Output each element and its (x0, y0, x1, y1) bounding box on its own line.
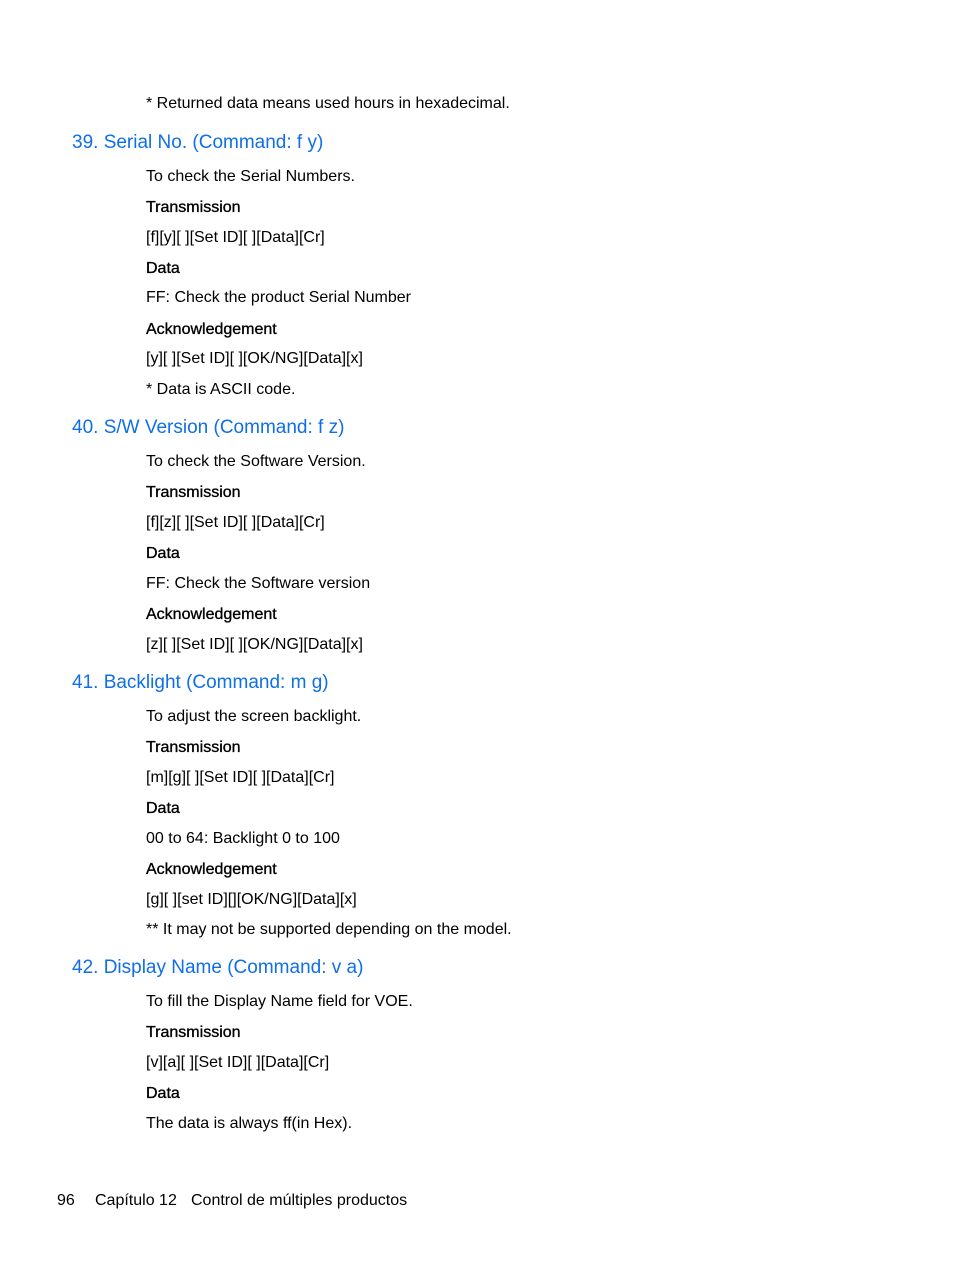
transmission-label: Transmission (146, 199, 241, 216)
data-value: FF: Check the Software version (146, 575, 371, 592)
ack-value: [z][ ][Set ID][ ][OK/NG][Data][x] (146, 636, 363, 653)
footer-chapter: Capítulo 12 (95, 1192, 177, 1209)
intro-note: * Returned data means used hours in hexadecimal. (146, 95, 510, 112)
ack-label: Acknowledgement (146, 861, 277, 878)
data-label: Data (146, 1085, 180, 1102)
section-description: To check the Software Version. (146, 453, 366, 470)
data-value: FF: Check the product Serial Number (146, 289, 411, 306)
section-heading-backlight: 41. Backlight (Command: m g) (72, 672, 329, 693)
transmission-value: [m][g][ ][Set ID][ ][Data][Cr] (146, 769, 335, 786)
data-value: The data is always ff(in Hex). (146, 1115, 353, 1132)
footer-chapter-title: Control de múltiples productos (191, 1192, 408, 1209)
section-note: * Data is ASCII code. (146, 381, 296, 398)
page-number: 96 (57, 1192, 75, 1209)
data-value: 00 to 64: Backlight 0 to 100 (146, 830, 340, 847)
section-heading-sw-version: 40. S/W Version (Command: f z) (72, 417, 345, 438)
section-heading-display-name: 42. Display Name (Command: v a) (72, 957, 364, 978)
section-description: To check the Serial Numbers. (146, 168, 355, 185)
ack-value: [g][ ][set ID][][OK/NG][Data][x] (146, 891, 357, 908)
transmission-value: [v][a][ ][Set ID][ ][Data][Cr] (146, 1054, 330, 1071)
data-label: Data (146, 545, 180, 562)
ack-label: Acknowledgement (146, 321, 277, 338)
section-note: ** It may not be supported depending on the model. (146, 921, 512, 938)
transmission-value: [f][y][ ][Set ID][ ][Data][Cr] (146, 229, 325, 246)
transmission-label: Transmission (146, 1024, 241, 1041)
ack-label: Acknowledgement (146, 606, 277, 623)
transmission-value: [f][z][ ][Set ID][ ][Data][Cr] (146, 514, 325, 531)
ack-value: [y][ ][Set ID][ ][OK/NG][Data][x] (146, 350, 363, 367)
section-description: To adjust the screen backlight. (146, 708, 362, 725)
section-description: To fill the Display Name field for VOE. (146, 993, 413, 1010)
transmission-label: Transmission (146, 484, 241, 501)
transmission-label: Transmission (146, 739, 241, 756)
data-label: Data (146, 800, 180, 817)
section-heading-serial-no: 39. Serial No. (Command: f y) (72, 132, 324, 153)
data-label: Data (146, 260, 180, 277)
